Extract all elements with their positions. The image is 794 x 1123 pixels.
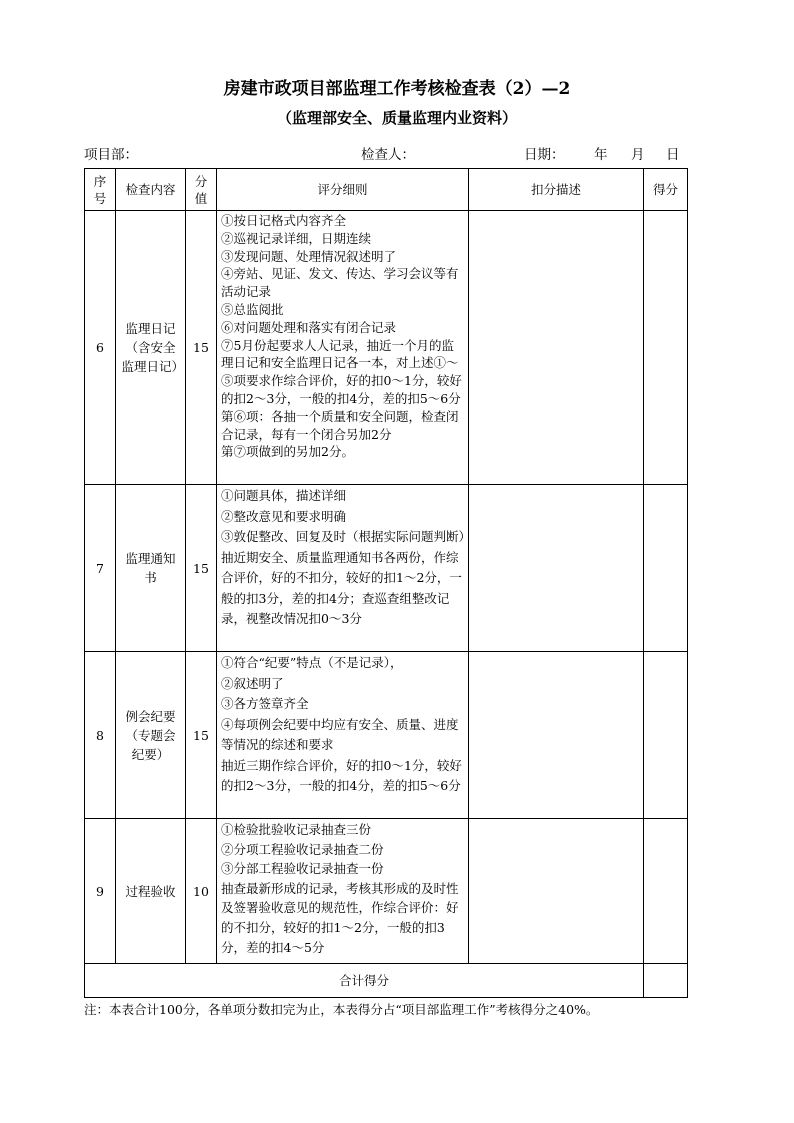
- page-subtitle: （监理部安全、质量监理内业资料）: [276, 109, 517, 127]
- table-header-row: [85, 169, 688, 211]
- table-row: [85, 652, 688, 819]
- footnote: 注：本表合计100分，各单项分数扣完为止，本表得分占“项目部监理工作”考核得分之40%。: [84, 1002, 599, 1017]
- row-content: 监理日记（含安全监理日记）: [116, 211, 186, 485]
- row-points: 15: [186, 652, 217, 819]
- header-score: 得分: [644, 169, 688, 211]
- row-seq: 6: [85, 211, 116, 485]
- row-rules: ①按日记格式内容齐全 ②巡视记录详细，日期连续 ③发现问题、处理情况叙述明了 ④旁站、见证、发文、传达、学习会议等有活动记录 ⑤总监阅批 ⑥对问题处理和落实有闭合记录 ⑦5月份起要求人人记录，抽近一个月的监理日记和安全监理日记各一本，对上述①～⑤项要求作综合评价，好的扣0～1分，较好的扣2～3分，一般的扣4分，差的扣5～6分 第⑥项：各抽一个质量和安全问题，检查闭合记录，每有一个闭合另加2分 第⑦项做到的另加2分。: [217, 211, 469, 485]
- row-content: 监理通知书: [116, 485, 186, 652]
- header-content: 检查内容: [116, 169, 186, 211]
- table-row: [85, 819, 688, 964]
- info-line: [84, 143, 688, 163]
- row-points: 15: [186, 211, 217, 485]
- row-content: 过程验收: [116, 819, 186, 964]
- date-day-label: 日: [666, 147, 680, 163]
- row-deduction[interactable]: [469, 485, 644, 652]
- row-deduction[interactable]: [469, 819, 644, 964]
- row-score[interactable]: [644, 652, 688, 819]
- page-title: 房建市政项目部监理工作考核检查表（2）—2: [223, 79, 571, 99]
- total-label: 合计得分: [85, 964, 644, 998]
- inspector-label: 检查人：: [361, 147, 415, 163]
- row-points: 10: [186, 819, 217, 964]
- row-points: 15: [186, 485, 217, 652]
- row-content: 例会纪要（专题会纪要）: [116, 652, 186, 819]
- total-row: [85, 964, 688, 998]
- row-score[interactable]: [644, 485, 688, 652]
- project-label: 项目部：: [84, 147, 138, 163]
- table-row: [85, 211, 688, 485]
- header-points: 分值: [186, 169, 217, 211]
- date-year-label: 年: [594, 147, 608, 163]
- header-rules: 评分细则: [217, 169, 469, 211]
- row-rules: ①符合“纪要”特点（不是记录）， ②叙述明了 ③各方签章齐全 ④每项例会纪要中均应有安全、质量、进度等情况的综述和要求 抽近三期作综合评价，好的扣0～1分，较好的扣2～3分，一般的扣4分，差的扣5～6分: [217, 652, 469, 819]
- date-label: 日期：: [524, 147, 565, 163]
- date-month-label: 月: [631, 147, 645, 163]
- row-deduction[interactable]: [469, 652, 644, 819]
- header-seq: 序号: [85, 169, 116, 211]
- row-score[interactable]: [644, 211, 688, 485]
- header-deduction: 扣分描述: [469, 169, 644, 211]
- row-rules: ①检验批验收记录抽查三份 ②分项工程验收记录抽查二份 ③分部工程验收记录抽查一份 抽查最新形成的记录，考核其形成的及时性及签署验收意见的规范性，作综合评价：好的不扣分，较好的扣1～2分，一般的扣3分，差的扣4～5分: [217, 819, 469, 964]
- row-score[interactable]: [644, 819, 688, 964]
- row-seq: 8: [85, 652, 116, 819]
- row-seq: 7: [85, 485, 116, 652]
- row-deduction[interactable]: [469, 211, 644, 485]
- table-row: [85, 485, 688, 652]
- row-rules: ①问题具体，描述详细 ②整改意见和要求明确 ③敦促整改、回复及时（根据实际问题判断） 抽近期安全、质量监理通知书各两份，作综合评价，好的不扣分，较好的扣1～2分，一般的扣3分，差的扣4分；查巡查组整改记录，视整改情况扣0～3分: [217, 485, 469, 652]
- row-seq: 9: [85, 819, 116, 964]
- inspection-table: [84, 168, 688, 998]
- total-score[interactable]: [644, 964, 688, 998]
